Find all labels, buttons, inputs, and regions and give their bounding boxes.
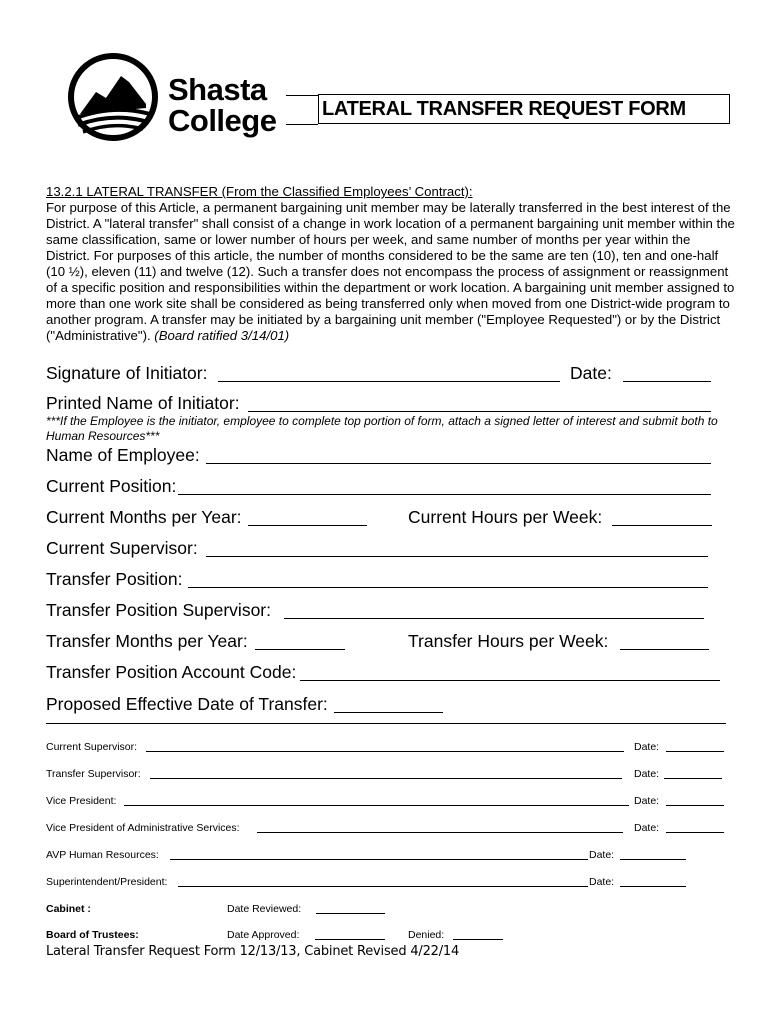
- board-date-approved-label: Date Approved:: [227, 929, 300, 941]
- transfer-position-label: Transfer Position:: [46, 569, 183, 589]
- current-supervisor-label: Current Supervisor:: [46, 538, 198, 558]
- current-months-line[interactable]: [248, 525, 367, 526]
- current-position-label: Current Position:: [46, 476, 177, 496]
- current-position-line[interactable]: [178, 494, 711, 495]
- board-denied-line[interactable]: [453, 939, 503, 940]
- approval-superintendent-label: Superintendent/President:: [46, 876, 168, 888]
- logo-text-college: College: [168, 103, 277, 138]
- name-employee-line[interactable]: [206, 463, 711, 464]
- approval-current-supervisor-date-line[interactable]: [666, 751, 724, 752]
- title-rule-top: [286, 95, 318, 96]
- current-hours-label: Current Hours per Week:: [408, 507, 603, 527]
- current-supervisor-line[interactable]: [206, 556, 708, 557]
- approval-transfer-supervisor-date-line[interactable]: [664, 778, 722, 779]
- board-ratified: (Board ratified 3/14/01): [154, 328, 290, 343]
- contract-body: For purpose of this Article, a permanent bargaining unit member may be laterally transferred in the best interest of the District. A "lateral transfer" shall consist of a change in work location of a permanent bargaining unit member within the same classification, same or lower number of hours per week, and same number of months per year within the District. For purposes of this article, the number of months considered to be the same are ten (10), ten and one-half (10 ½), eleven (11) and twelve (12). Such a transfer does not encompass the process of assignment or reassignment of a specific position and responsibilities within the department or work location. A bargaining unit member assigned to more than one work site shall be considered as being transferred only when moved from one District-wide program to another program. A transfer may be initiated by a bargaining unit member ("Employee Requested") or by the District ("Administrative").: [46, 200, 735, 343]
- signature-date-line[interactable]: [623, 381, 711, 382]
- approval-vice-president-date-line[interactable]: [666, 805, 724, 806]
- approval-vice-president-line[interactable]: [124, 805, 629, 806]
- proposed-effective-date-label: Proposed Effective Date of Transfer:: [46, 694, 328, 714]
- approval-vp-admin-date-line[interactable]: [666, 832, 724, 833]
- approval-current-supervisor-label: Current Supervisor:: [46, 741, 138, 753]
- board-date-approved-line[interactable]: [315, 939, 385, 940]
- approval-avp-hr-date-line[interactable]: [620, 859, 686, 860]
- approval-superintendent-line[interactable]: [178, 886, 588, 887]
- transfer-hours-label: Transfer Hours per Week:: [408, 631, 609, 651]
- signature-date-label: Date:: [570, 363, 612, 383]
- transfer-months-label: Transfer Months per Year:: [46, 631, 248, 651]
- title-rule: [286, 124, 318, 125]
- signature-initiator-line[interactable]: [218, 381, 560, 382]
- approval-transfer-supervisor-line[interactable]: [150, 778, 622, 779]
- board-denied-label: Denied:: [408, 929, 445, 941]
- approval-avp-hr-label: AVP Human Resources:: [46, 849, 159, 861]
- printed-name-line[interactable]: [248, 411, 711, 412]
- approval-vp-admin-date-label: Date:: [634, 822, 660, 834]
- current-months-label: Current Months per Year:: [46, 507, 242, 527]
- shasta-college-logo-icon: [66, 52, 176, 142]
- contract-heading: 13.2.1 LATERAL TRANSFER (From the Classified Employees’ Contract):: [46, 184, 473, 199]
- cabinet-date-reviewed-label: Date Reviewed:: [227, 903, 302, 915]
- approval-vp-admin-label: Vice President of Administrative Services:: [46, 822, 240, 834]
- footer-revision: Lateral Transfer Request Form 12/13/13, Cabinet Revised 4/22/14: [46, 944, 460, 959]
- approval-current-supervisor-line[interactable]: [146, 751, 624, 752]
- cabinet-date-reviewed-line[interactable]: [316, 913, 385, 914]
- approval-vice-president-label: Vice President:: [46, 795, 117, 807]
- form-title: LATERAL TRANSFER REQUEST FORM: [318, 94, 730, 124]
- approval-superintendent-date-label: Date:: [589, 876, 615, 888]
- approval-superintendent-date-line[interactable]: [620, 886, 686, 887]
- approval-vp-admin-line[interactable]: [257, 832, 623, 833]
- proposed-effective-date-line[interactable]: [334, 712, 443, 713]
- approval-current-supervisor-date-label: Date:: [634, 741, 660, 753]
- signature-initiator-label: Signature of Initiator:: [46, 363, 208, 383]
- approval-avp-hr-date-label: Date:: [589, 849, 615, 861]
- approval-avp-hr-line[interactable]: [170, 859, 588, 860]
- transfer-account-code-line[interactable]: [300, 680, 720, 681]
- name-employee-label: Name of Employee:: [46, 445, 200, 465]
- board-label: Board of Trustees:: [46, 929, 139, 941]
- transfer-account-code-label: Transfer Position Account Code:: [46, 662, 297, 682]
- cabinet-label: Cabinet :: [46, 903, 91, 915]
- approval-transfer-supervisor-date-label: Date:: [634, 768, 660, 780]
- approval-vice-president-date-label: Date:: [634, 795, 660, 807]
- printed-name-label: Printed Name of Initiator:: [46, 393, 240, 413]
- transfer-months-line[interactable]: [255, 649, 345, 650]
- transfer-position-supervisor-label: Transfer Position Supervisor:: [46, 600, 271, 620]
- transfer-position-supervisor-line[interactable]: [284, 618, 704, 619]
- section-divider: [46, 723, 726, 724]
- logo-text-shasta: Shasta: [168, 72, 267, 107]
- transfer-hours-line[interactable]: [620, 649, 709, 650]
- initiator-note: ***If the Employee is the initiator, employee to complete top portion of form, attach a signed letter of interest and submit both to Human Resources***: [46, 414, 718, 443]
- current-hours-line[interactable]: [612, 525, 712, 526]
- contract-paragraph: [46, 184, 736, 344]
- transfer-position-line[interactable]: [188, 587, 708, 588]
- approval-transfer-supervisor-label: Transfer Supervisor:: [46, 768, 141, 780]
